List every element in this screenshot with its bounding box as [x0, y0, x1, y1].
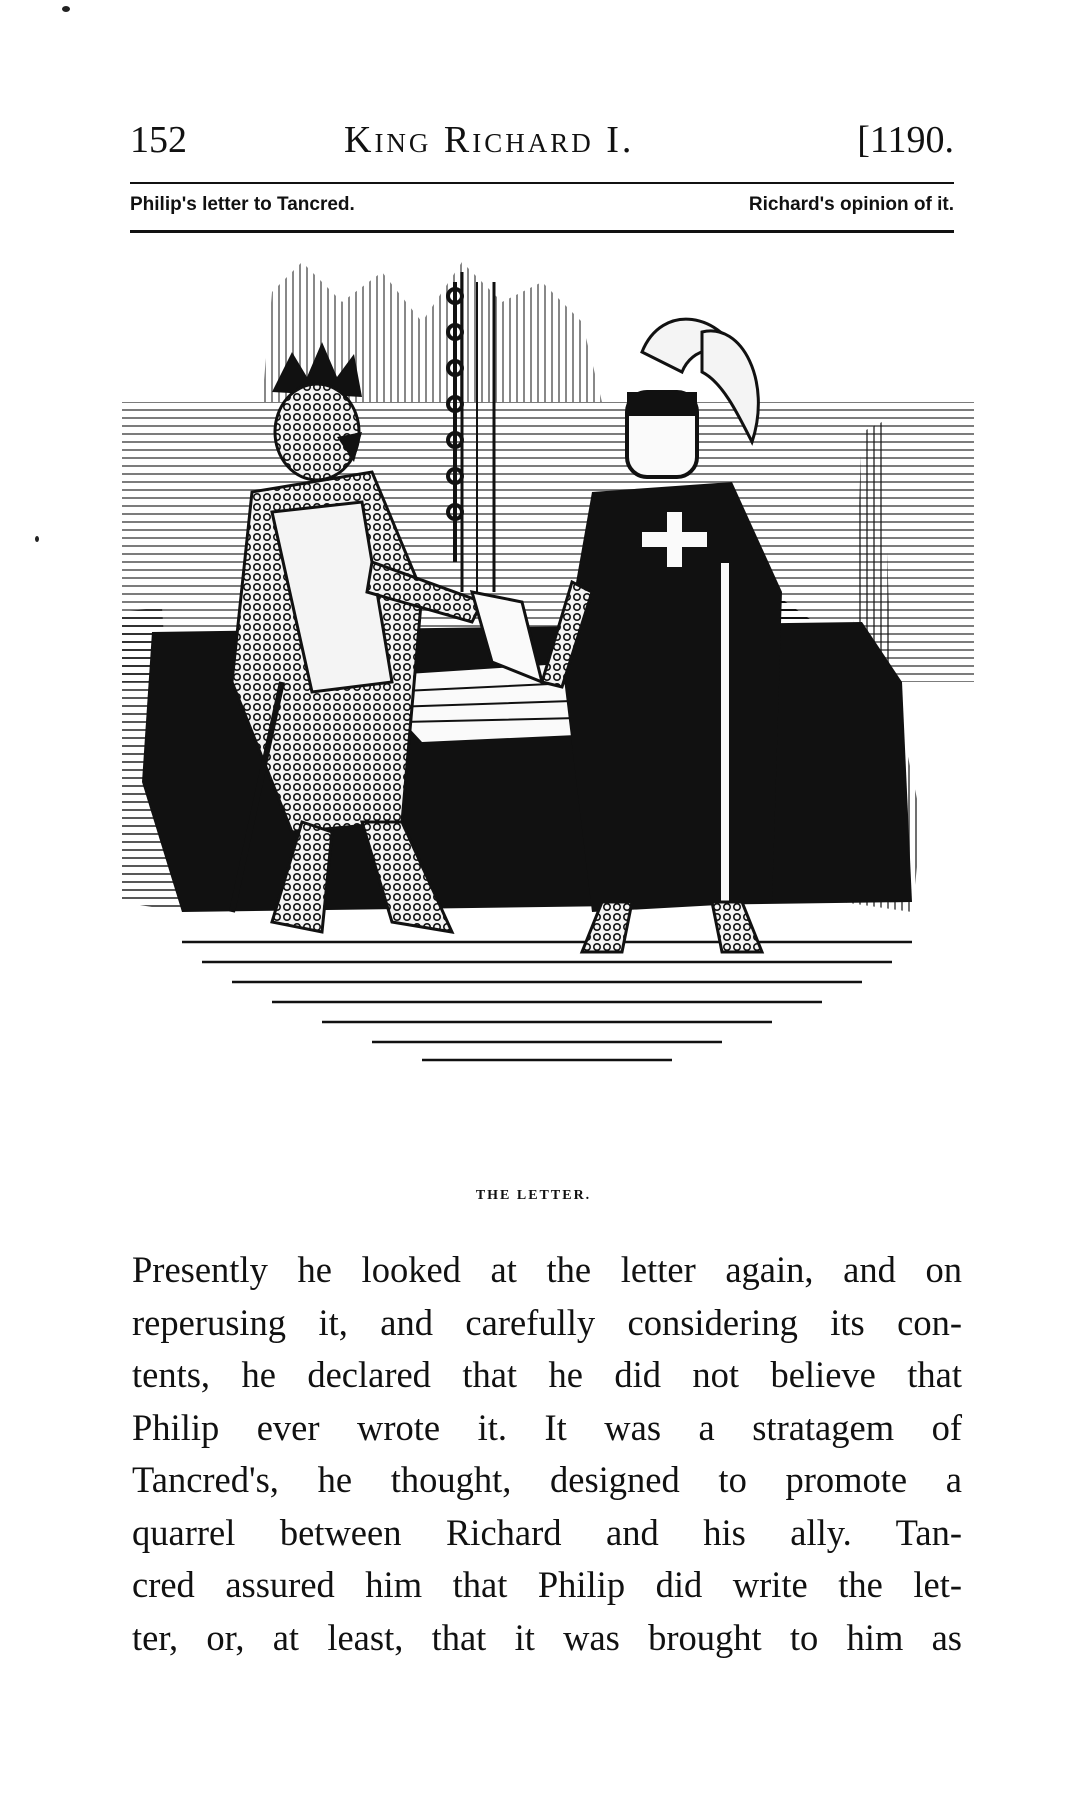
side-head-left: Philip's letter to Tancred.: [130, 194, 355, 215]
side-head-right: Richard's opinion of it.: [748, 194, 954, 215]
page-speck: [35, 536, 39, 542]
text-line: ter, or, at least, that it was brought to him as: [132, 1616, 962, 1658]
illustration-caption: THE LETTER.: [475, 1188, 592, 1203]
body-text: [132, 1244, 962, 1664]
page-speck: [62, 6, 70, 12]
text-line: Tancred's, he thought, designed to promote a: [132, 1459, 962, 1500]
running-head: [130, 118, 954, 168]
text-line: Presently he looked at the letter again, and on: [132, 1249, 962, 1290]
page-number: 152: [130, 119, 187, 161]
side-head-rule: [130, 230, 954, 233]
engraving-illustration: [122, 262, 974, 1162]
floor-lines: [182, 942, 912, 1060]
text-line: Philip ever wrote it. It was a stratagem of: [132, 1406, 962, 1448]
text-line: tents, he declared that he did not believe that: [132, 1354, 962, 1395]
running-year: [1190.: [857, 119, 954, 161]
side-heads: [130, 194, 954, 222]
text-line: quarrel between Richard and his ally. Tan-: [132, 1511, 962, 1553]
running-title: King Richard I.: [344, 119, 635, 161]
text-line: reperusing it, and carefully considering its con-: [132, 1301, 962, 1343]
text-line: cred assured him that Philip did write the let-: [132, 1564, 962, 1605]
header-rule: [130, 182, 954, 184]
